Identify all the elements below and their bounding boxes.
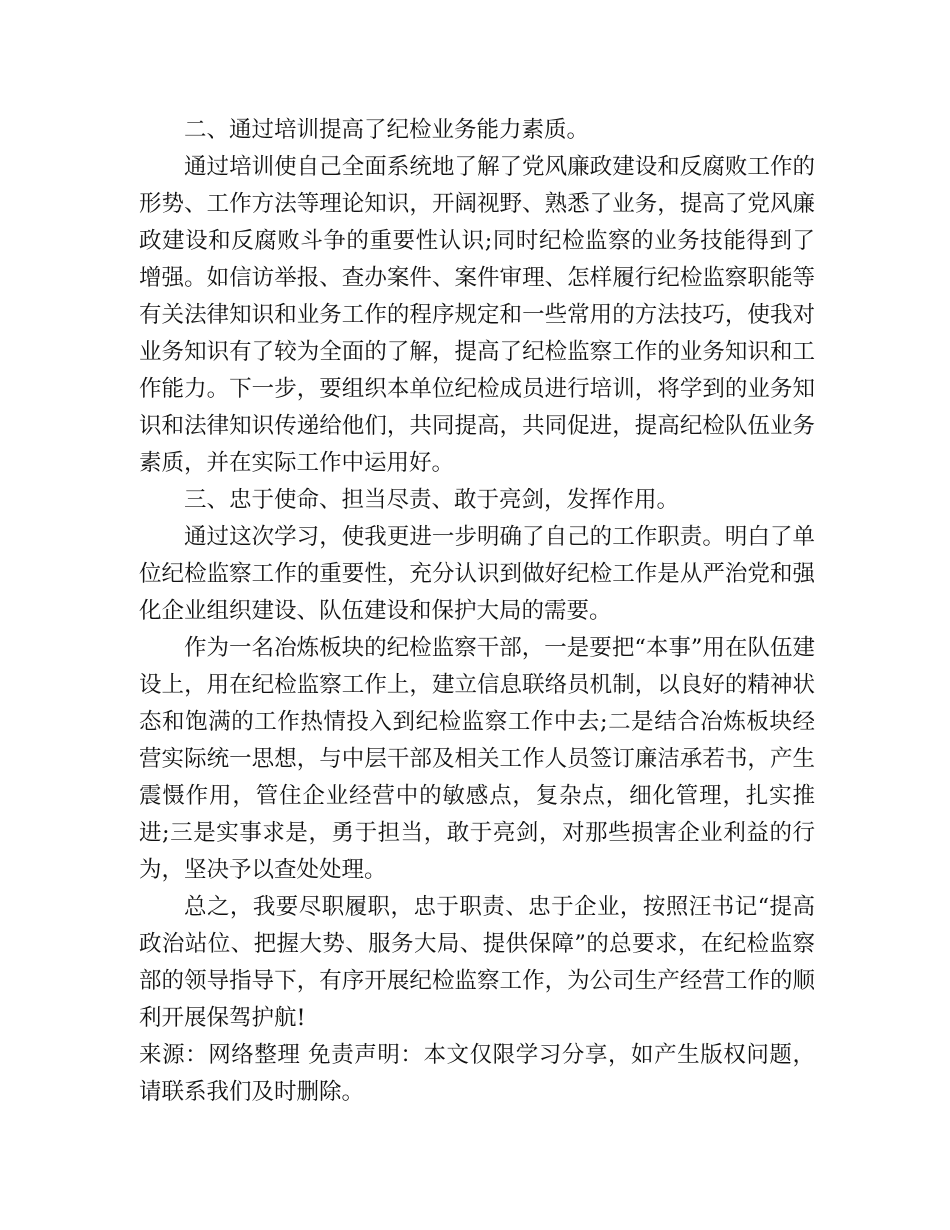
source-disclaimer: 来源：网络整理 免责声明：本文仅限学习分享，如产生版权问题，请联系我们及时删除。 [139, 1042, 815, 1105]
section-heading-3: 三、忠于使命、担当尽责、敢于亮剑，发挥作用。 [184, 487, 680, 513]
section-heading-2: 二、通过培训提高了纪检业务能力素质。 [184, 117, 590, 143]
paragraph-conclusion: 总之，我要尽职履职，忠于职责、忠于企业，按照汪书记“提高政治站位、把握大势、服务大局、提供保障”的总要求，在纪检监察部的领导指导下，有序开展纪检监察工作，为公司生产经营工作的顺利开展保驾护航! [139, 894, 815, 1031]
paragraph-cadre-duties: 作为一名冶炼板块的纪检监察干部，一是要把“本事”用在队伍建设上，用在纪检监察工作上，建立信息联络员机制，以良好的精神状态和饱满的工作热情投入到纪检监察工作中去;二是结合冶炼板块经营实际统一思想，与中层干部及相关工作人员签订廉洁承若书，产生震慑作用，管住企业经营中的敏感点，复杂点，细化管理，扎实推进;三是实事求是，勇于担当，敢于亮剑，对那些损害企业利益的行为，坚决予以查处处理。 [139, 635, 815, 883]
document-body [139, 112, 815, 1111]
paragraph-job-responsibility: 通过这次学习，使我更进一步明确了自己的工作职责。明白了单位纪检监察工作的重要性，充分认识到做好纪检工作是从严治党和强化企业组织建设、队伍建设和保护大局的需要。 [139, 524, 815, 624]
paragraph-training-knowledge: 通过培训使自己全面系统地了解了党风廉政建设和反腐败工作的形势、工作方法等理论知识，开阔视野、熟悉了业务，提高了党风廉政建设和反腐败斗争的重要性认识;同时纪检监察的业务技能得到了增强。如信访举报、查办案件、案件审理、怎样履行纪检监察职能等有关法律知识和业务工作的程序规定和一些常用的方法技巧，使我对业务知识有了较为全面的了解，提高了纪检监察工作的业务知识和工作能力。下一步，要组织本单位纪检成员进行培训，将学到的业务知识和法律知识传递给他们，共同提高，共同促进，提高纪检队伍业务素质，并在实际工作中运用好。 [139, 154, 815, 476]
